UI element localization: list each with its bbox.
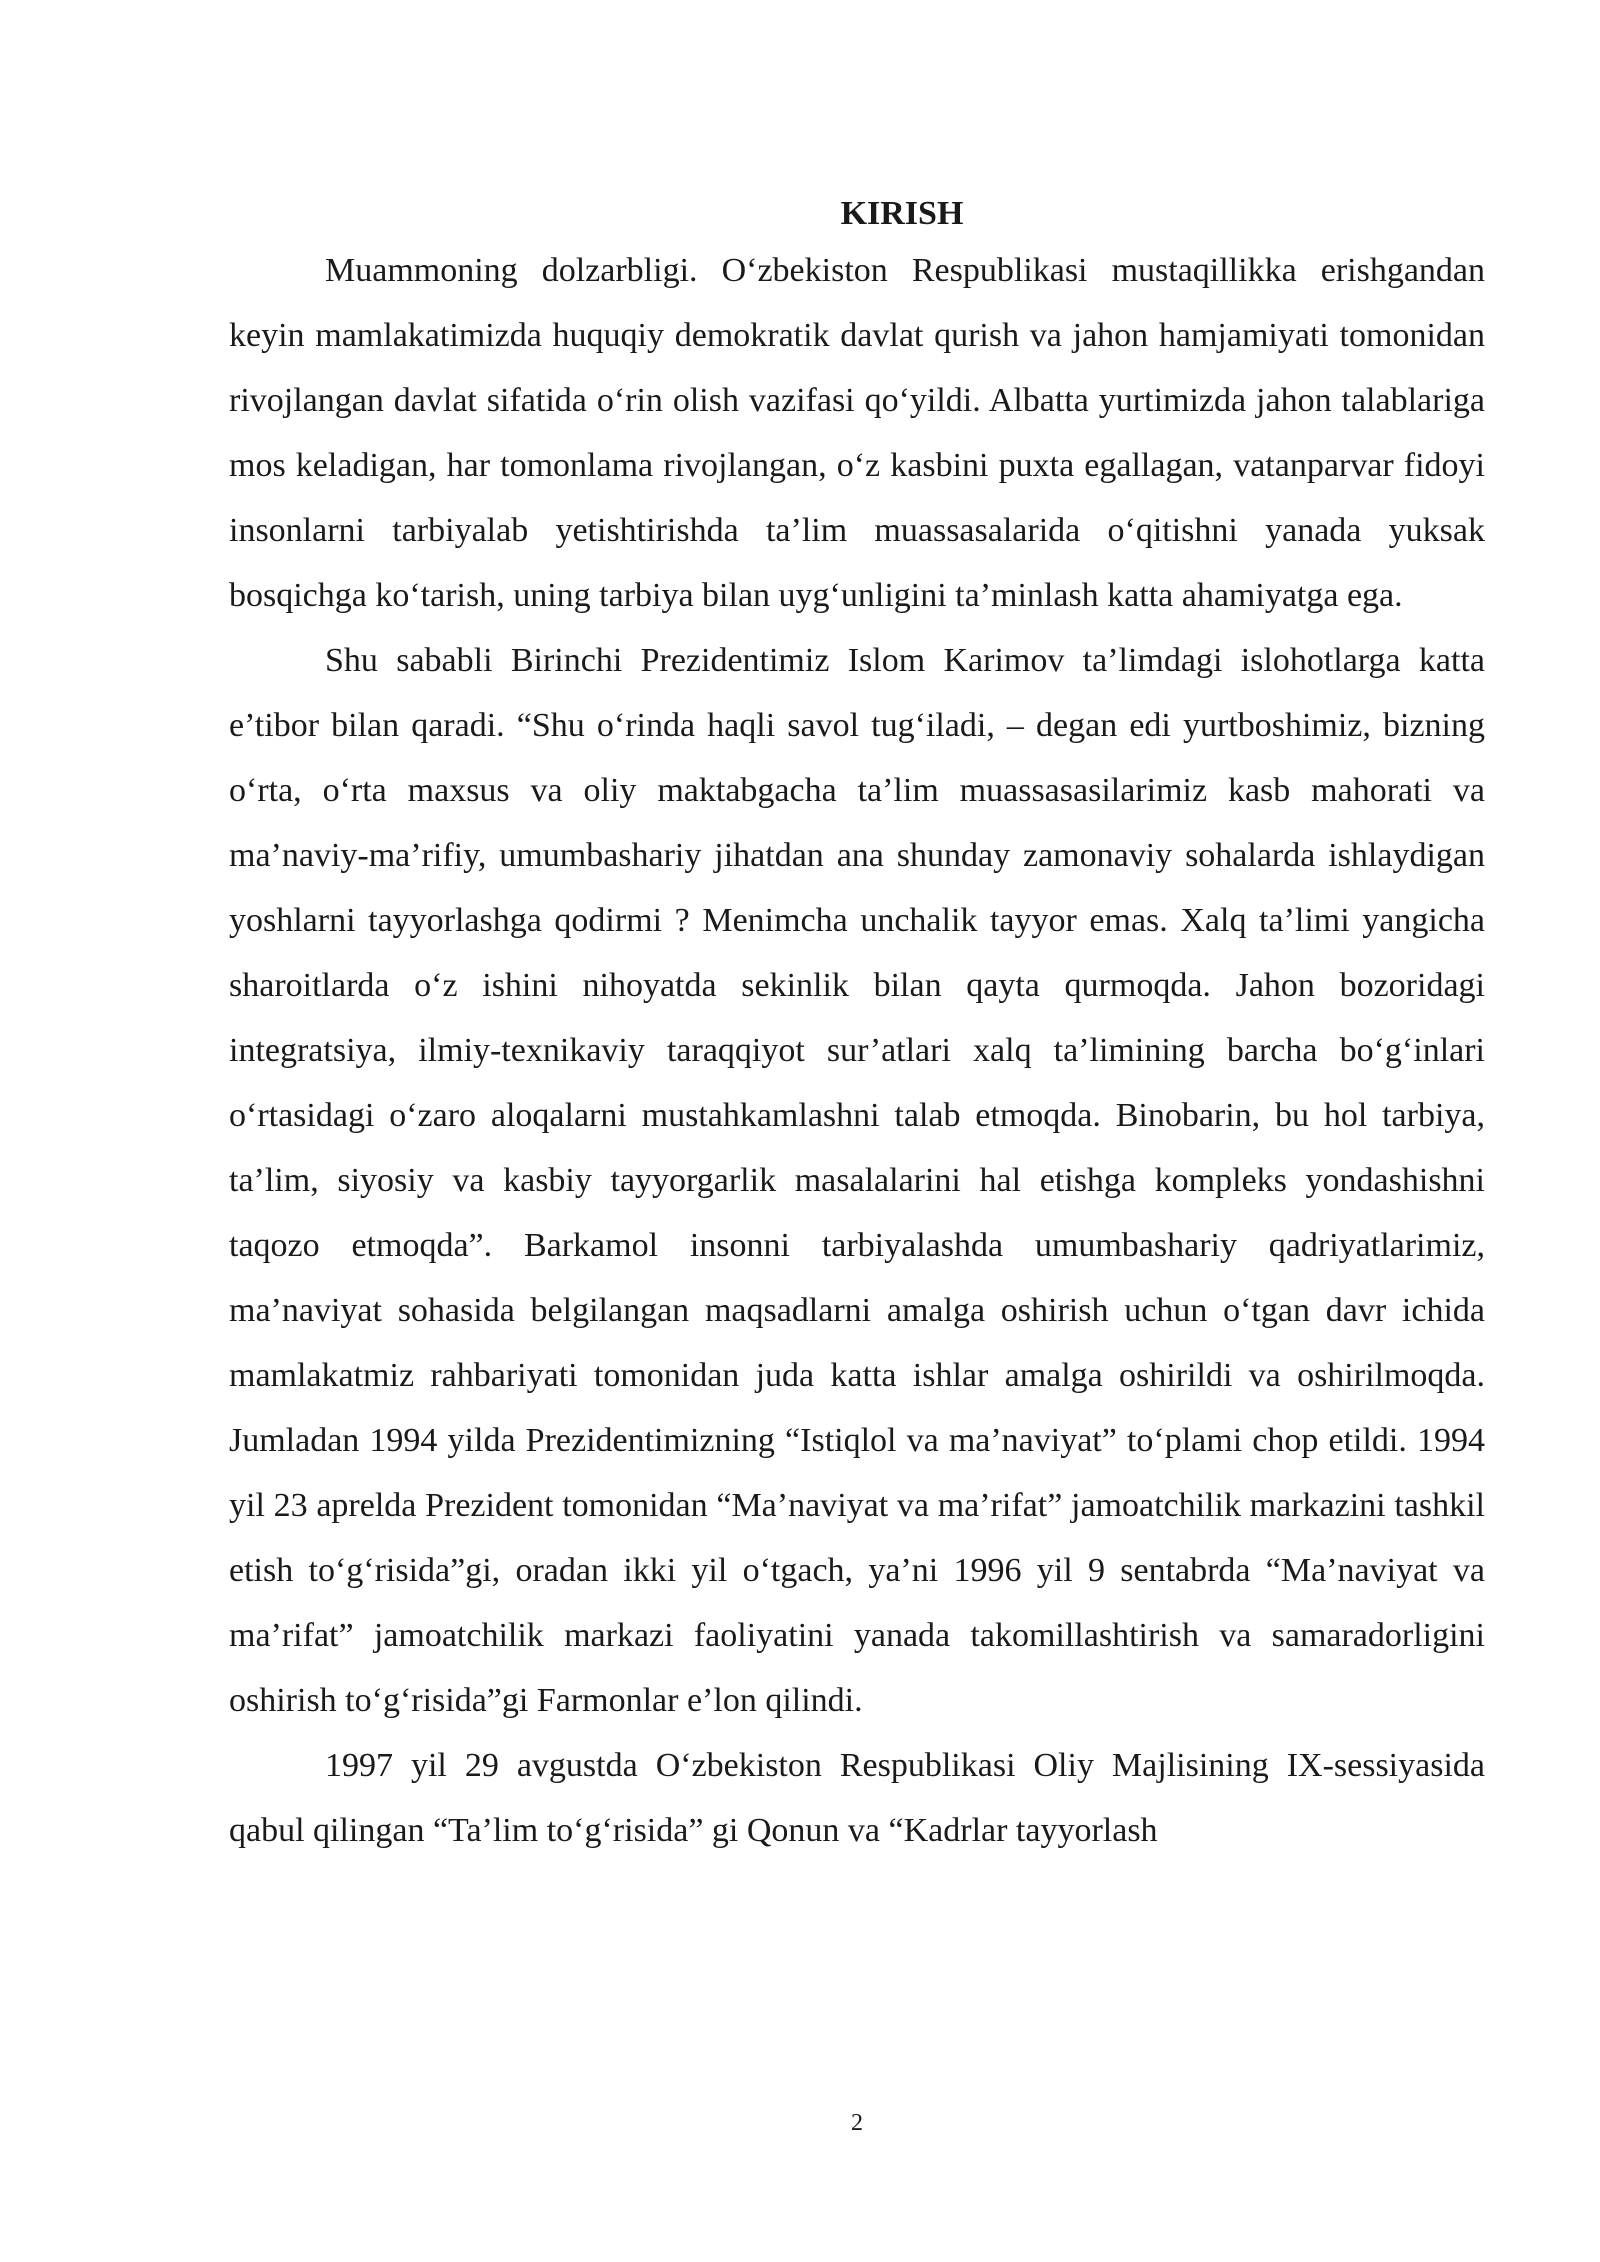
page-title: KIRISH [840,195,964,232]
paragraph-law-1997: 1997 yil 29 avgustda O‘zbekiston Respublikasi Oliy Majlisining IX-sessiyasida qabul qilingan “Ta’lim to‘g‘risida” gi Qonun va “Kadrlar tayyorlash [229,1747,1485,1849]
paragraph-relevance: Muammoning dolzarbligi. O‘zbekiston Respublikasi mustaqillikka erishgandan keyin mamlakatimizda huquqiy demokratik davlat qurish va jahon hamjamiyati tomonidan rivojlangan davlat sifatida o‘rin olish vazifasi qo‘yildi. Albatta yurtimizda jahon talablariga mos keladigan, har tomonlama rivojlangan, o‘z kasbini puxta egallagan, vatanparvar fidoyi insonlarni tarbiyalab yetishtirishda ta’lim muassasalarida o‘qitishni yanada yuksak bosqichga ko‘tarish, uning tarbiya bilan uyg‘unligini ta’minlash katta ahamiyatga ega. [229,252,1485,614]
page-number: 2 [851,2110,863,2136]
page-content [229,192,1485,1863]
paragraph-reforms: Shu sababli Birinchi Prezidentimiz Islom Karimov ta’limdagi islohotlarga katta e’tibor bilan qaradi. “Shu o‘rinda haqli savol tug‘iladi, – degan edi yurtboshimiz, bizning o‘rta, o‘rta maxsus va oliy maktabgacha ta’lim muassasasilarimiz kasb mahorati va ma’naviy-ma’rifiy, umumbashariy jihatdan ana shunday zamonaviy sohalarda ishlaydigan yoshlarni tayyorlashga qodirmi ? Menimcha unchalik tayyor emas. Xalq ta’limi yangicha sharoitlarda o‘z ishini nihoyatda sekinlik bilan qayta qurmoqda. Jahon bozoridagi integratsiya, ilmiy-texnikaviy taraqqiyot sur’atlari xalq ta’limining barcha bo‘g‘inlari o‘rtasidagi o‘zaro aloqalarni mustahkamlashni talab etmoqda. Binobarin, bu hol tarbiya, ta’lim, siyosiy va kasbiy tayyorgarlik masalalarini hal etishga kompleks yondashishni taqozo etmoqda”. Barkamol insonni tarbiyalashda umumbashariy qadriyatlarimiz, ma’naviyat sohasida belgilangan maqsadlarni amalga oshirish uchun o‘tgan davr ichida mamlakatmiz rahbariyati tomonidan juda katta ishlar amalga oshirildi va oshirilmoqda. Jumladan 1994 yilda Prezidentimizning “Istiqlol va ma’naviyat” to‘plami chop etildi. 1994 yil 23 aprelda Prezident tomonidan “Ma’naviyat va ma’rifat” jamoatchilik markazini tashkil etish to‘g‘risida”gi, oradan ikki yil o‘tgach, ya’ni 1996 yil 9 sentabrda “Ma’naviyat va ma’rifat” jamoatchilik markazi faoliyatini yanada takomillashtirish va samaradorligini oshirish to‘g‘risida”gi Farmonlar e’lon qilindi. [229,642,1485,1719]
